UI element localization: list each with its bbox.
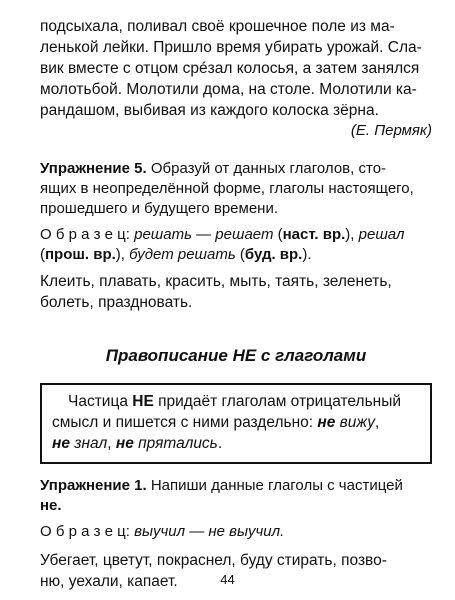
sample-example-3: будет решать bbox=[129, 246, 236, 263]
rule-separator: , bbox=[107, 435, 116, 452]
rule-text-2: придаёт глаголам отрицательный bbox=[153, 393, 402, 410]
rule-text-3: смысл и пишется с ними раздельно: bbox=[52, 414, 318, 431]
rule-text-1: Частица bbox=[68, 393, 133, 410]
exercise-5-text-2: ящих в неопределённой форме, глаголы настоящего, bbox=[40, 180, 414, 197]
sample-tag-future: буд. вр. bbox=[244, 246, 303, 263]
story-line: ленькой лейки. Пришло время убирать урожай. Сла- bbox=[40, 39, 422, 56]
rule-example-verb: прятались bbox=[133, 435, 218, 452]
exercise-1-label: Упражнение 1. bbox=[40, 477, 147, 494]
exercise-5-text-1: Образуй от данных глаголов, сто- bbox=[146, 160, 387, 177]
sample-example-1: решать — решает bbox=[134, 226, 274, 243]
exercise-5-sample: О б р а з е ц: решать — решает (наст. вр.), решал (прош. вр.), будет решать (буд. вр.). bbox=[40, 226, 405, 263]
verbs-line: Клеить, плавать, красить, мыть, таять, зеленеть, bbox=[40, 273, 392, 290]
rule-particle: НЕ bbox=[132, 393, 154, 410]
rule-example-ne: не bbox=[52, 435, 70, 452]
rule-end: . bbox=[217, 435, 223, 452]
exercise-1-text: Напиши данные глаголы с частицей bbox=[146, 477, 403, 494]
sample-label: О б р а з е ц: bbox=[40, 226, 130, 243]
story-author: (Е. Пермяк) bbox=[350, 122, 432, 139]
story-line: рандашом, выбивая из каждого колоска зёрна. bbox=[40, 102, 379, 119]
sample-tag-present: наст. вр. bbox=[282, 226, 346, 243]
page-number: 44 bbox=[220, 572, 235, 587]
exercise-5-task bbox=[40, 159, 432, 219]
sample-example: выучил — не выучил. bbox=[134, 523, 285, 540]
page-content bbox=[40, 16, 432, 592]
verbs-line: болеть, праздновать. bbox=[40, 294, 193, 311]
section-title: Правописание НЕ с глаголами bbox=[105, 346, 367, 365]
rule-example-verb: знал bbox=[69, 435, 108, 452]
exercise-1-sample bbox=[40, 522, 432, 542]
exercise-5-label: Упражнение 5. bbox=[40, 160, 147, 177]
exercise-1-particle: не. bbox=[40, 497, 62, 514]
story-line: молотьбой. Молотили дома, на столе. Молотили ка- bbox=[40, 81, 417, 98]
exercise-5-verbs bbox=[40, 271, 432, 313]
sample-example-2: решал bbox=[358, 226, 405, 243]
rule-separator: , bbox=[374, 414, 380, 431]
rule-example-ne: не bbox=[115, 435, 134, 452]
exercise-1-task bbox=[40, 476, 432, 516]
rule-example-ne: не bbox=[317, 414, 336, 431]
exercise-5-text-3: прошедшего и будущего времени. bbox=[40, 200, 279, 217]
verbs-line: ню, уехали, капает. bbox=[40, 573, 178, 590]
sample-tag-past: прош. вр. bbox=[45, 246, 116, 263]
rule-box bbox=[40, 383, 432, 464]
verbs-line: Убегает, цветут, покраснел, буду стирать, позво- bbox=[40, 552, 387, 569]
rule-example-verb: вижу bbox=[335, 414, 375, 431]
story-line: подсыхала, поливал своё крошечное поле из ма- bbox=[40, 18, 395, 35]
story-line: вик вместе с отцом срéзал колосья, а затем занялся bbox=[40, 60, 420, 77]
sample-label: О б р а з е ц: bbox=[40, 523, 130, 540]
story-paragraph bbox=[40, 16, 432, 121]
